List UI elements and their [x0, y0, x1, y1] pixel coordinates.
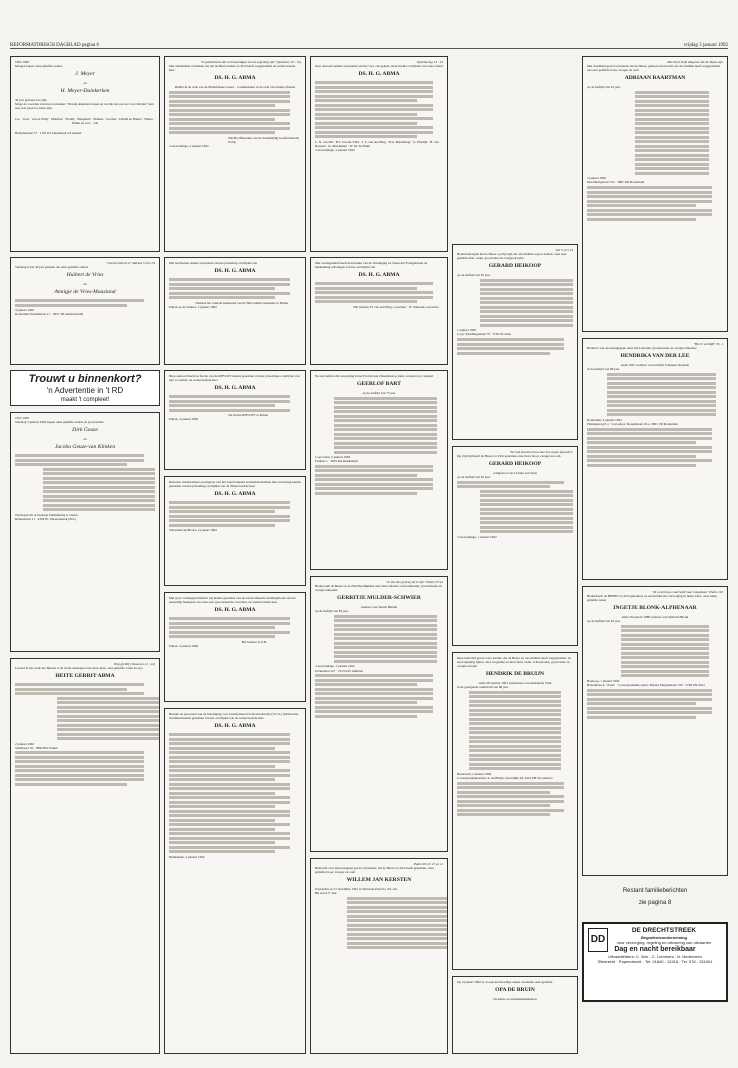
- trouw-promo: [10, 370, 160, 406]
- ad-blonk-alphenaar: [582, 586, 728, 876]
- ad-intro: Met leedwezen namen wij kennis van het plotseling overlijden van: [169, 261, 258, 265]
- ad-widow: sinds 28 oktober 1991 weduwnaar van Adrianette Vink: [478, 681, 552, 686]
- ad-quote: "Ik God zal allo trouw aan hun zegen afwenten": [509, 450, 573, 454]
- ad-quote: Psalm 90:13, 15 en 11: [413, 862, 443, 866]
- ad-van-der-lee: [582, 338, 728, 580]
- ad-age: op de leeftijd van 65 jaar.: [457, 475, 491, 480]
- ad-quote: "Je gedachtenis des rechtvaardigen zal tot zegening zijn" (Spreuken 10 : 7a): [200, 60, 301, 64]
- ad-name: DS. H. G. ABMA: [358, 272, 400, 279]
- ad-date: Schoonhoven/Hoorn, 2 januari 1992: [169, 528, 217, 533]
- ad-address: Corp. Schellingerlaan 79 · 3702 XI Zeist: [457, 332, 511, 337]
- ad-heite-abma: [10, 658, 160, 1054]
- ad-date: 's-Gravenhage, 2 januari 1992: [315, 147, 355, 152]
- ad-heikoop-1: [452, 244, 578, 440]
- ad-intro: Met verslagenheid heeft het bestuur van de Vereniging tot Steun der Evangelisatie de mededeling ontvangen van het overlijden van: [315, 261, 428, 270]
- ad-quote: Met dorst heeft diegenen die de Tijnes zijn: [667, 60, 723, 64]
- ad-years: 1962 1992: [15, 60, 30, 64]
- ad-heikoop-2: [452, 446, 578, 646]
- ad-name: DS. H. G. ABMA: [214, 607, 256, 614]
- ad-address: Ursulaland 127 · 1613 KW Alkmaar: [315, 668, 364, 673]
- ad-signed: Het Hoofdbestuur van de Staatkundig Gereformeerde Partij: [228, 135, 299, 144]
- ad-intro: Vandaag 3 januari 1992 hopen onze geliefde ouders en grootouders: [15, 420, 104, 425]
- ad-address: Rotterdam Vondelstraat 11 · 2951 TR Alblasserdam: [15, 312, 84, 317]
- ad-evangelisatie-abma: [310, 257, 448, 365]
- ad-intro: Diep ontroerd heeft de fractie van de RPF/GPV kennis genomen van het plotselinge overlijden van zijn voorzitter, de weleerwaarde heer: [169, 374, 300, 383]
- ad-date: 2 januari 1992: [587, 176, 607, 181]
- ad-role: Ridder in de orde van de Nederlandse Leeuw · Commandeur in de orde van Oranje-Nassau: [174, 85, 296, 90]
- ad-baartman: [582, 56, 728, 332]
- ad-name: DS. H. G. ABMA: [214, 75, 256, 82]
- ad-date: Ridderkerk, 2 januari 1992: [169, 854, 205, 859]
- ad-age: op de leeftijd van 83 jaar.: [315, 609, 349, 614]
- ad-intro: Morgen hopen onze geliefde ouders: [15, 64, 63, 69]
- ad-quote: "Ik u vertrouw, God heeft haar toegedaan" Psalm 116: [652, 590, 723, 594]
- ad-name: WILLEM JAN KERSTEN: [346, 877, 412, 884]
- ad-age: Hij werd 77 jaar.: [315, 891, 338, 896]
- ad-date: 's-Gravenhage, 2 januari 1992: [169, 144, 209, 149]
- ad-quote: "Je Zal den geheeg bij U zijn" Psalm 73:12: [385, 580, 443, 584]
- ad-name: HEITE GERRIT ABMA: [55, 673, 115, 680]
- ad-widow: sinds 29 januari 1988 weduwe van Sijbrand Blonk: [621, 615, 689, 620]
- ad-intro: Na een liefdevolle verzorging in het Provinciaal Ziekenhuis te Zeist overleed op 2 januari: [315, 374, 434, 378]
- ad-signed: De klein- en achterkleinkinderen: [493, 997, 537, 1002]
- ad-name-2: H. Meyer-Duinkerken: [60, 88, 110, 95]
- ad-jubilee: 30 jaar getrouwd te zijn.: [15, 98, 48, 103]
- ad-name-2: Jacoba Geuze-van Klinken: [54, 444, 116, 451]
- ad-intro: Vandaag is het 40 jaar geleden dat onze geliefde ouders: [15, 265, 89, 270]
- ad-date: Putten, 2 januari 1992: [169, 643, 199, 648]
- ad-wish: Moge de woorden van hun trouwtekst: "Draagt elkanders lasten en vervult alzo de wet van Christus" hun nog vele jaren tot steun zijn.: [15, 102, 154, 111]
- drechtstreek-owners: Uitvaartleiders: C. Wor - C. Lommers - N. Nederveen: [608, 954, 702, 959]
- ad-date: Overleden op 27 december 1991 te Silverton-Pretoria, Zd. Afr.: [315, 887, 398, 892]
- ad-date: Putten, 2 januari 1992: [169, 417, 199, 422]
- ad-intro: Met droefheid geven wij kennis dat de Heere, geheel onverwacht, uit ons midden heeft weggenomen ons zeer geliefde broer, zwager en oom: [587, 64, 720, 73]
- ad-name: GERARD HEIKOOP: [488, 263, 542, 270]
- ad-name: GEERLOF BART: [357, 381, 401, 388]
- ad-widow: sinds 1961 weduwe van Gottlieb Johannes Ornstein: [620, 363, 690, 368]
- ad-years: 1952 1992: [15, 416, 30, 420]
- ad-name: J. Meyer: [75, 71, 95, 78]
- ad-intro: Heden nam de Heere op in Zijn Heerlijkheid onze lieve moeder, schoonmoeder, grootmoeder en overgrootmoeder: [315, 584, 442, 593]
- ad-date: 's-Gravenhage, 1 januari 1992: [457, 534, 497, 539]
- ad-putten-abma: [164, 257, 306, 365]
- ad-and: en: [83, 437, 87, 442]
- ad-signed: Namens het centraal kerkeraad van de Hervormde Gemeente te Putten: [195, 300, 289, 305]
- ad-name: Dirk Geuze: [72, 427, 98, 434]
- ad-intro: Redactie, medewerkers en uitgever van het Gereformeerd Gezinsblad hebben met ontroering kennis genomen van het plotseling overlijden van de Weleerwaarde heer: [169, 480, 301, 489]
- ad-name-2: Annigje de Vries-Maasland: [54, 289, 116, 296]
- ad-name: DS. H. G. ABMA: [214, 491, 256, 498]
- drechtstreek-ad: [582, 922, 728, 1002]
- ad-de-vries: [10, 257, 160, 365]
- ad-intro: Diep bedroefd geven wij u kennis, dat de Heere tot ons midden heeft weggenomen, na een langdurig lijden, onze zorgzame en lieve man, vader, schoonvader, grootvader en overgrootvader: [457, 656, 571, 669]
- ad-rpf-abma: [164, 370, 306, 470]
- header-left: REFORMATORISCH DAGBLAD pagina 6: [10, 43, 99, 48]
- ad-date: Coevorden, 5 januari 1992: [315, 455, 351, 460]
- ad-address: Bosuinlaan 4, "Zeist" · Correspondentie-adres: Prinses Margrietlaan 195 · 2708 ZN Zeist: [587, 683, 705, 688]
- ad-meyer: [10, 56, 160, 252]
- ad-name: Huibert de Vries: [66, 272, 104, 279]
- ad-name: HENDRIKA VAN DER LEE: [620, 353, 690, 360]
- ad-intro: Levend in het werk des Heeren is de vrede ontslapen onze lieve man, onze geliefde vader en opa: [15, 666, 143, 671]
- ad-date: Rotterdam, 2 januari 1992: [587, 417, 622, 422]
- ad-intro: Met groot verlangend hebben wij kennis genomen van de Gereformeerde Zendingsbond van het plotseling heengaan van onze zeer gewaardeerde voorzitter, de weleerwaarde heer: [169, 596, 296, 605]
- ad-address: Veldhoeve 32 · 3882 BW Putten: [15, 745, 58, 750]
- ad-de-bruijn: [452, 652, 578, 970]
- ad-age: op de leeftijd van 75 jaar: [362, 391, 396, 396]
- ad-and: en: [83, 81, 87, 86]
- ad-mulder-schwier: [310, 576, 448, 852]
- ad-opa-de-bruin: [452, 976, 578, 1054]
- ad-address: Heleniusbaan 37 · 1191 KT Ouderkerk a/d Amstel: [15, 130, 82, 135]
- trouw-line-3: maakt 't compleet!: [60, 397, 110, 403]
- page-header: [10, 36, 728, 49]
- ad-date: Barneveld, 2 januari 1992: [457, 771, 492, 776]
- ad-intro: Op 2 januari 1992 is, na een kortstondige ziekte overleden onze geliefde: [457, 980, 553, 984]
- ad-signed: Het bestuur G.Z.B.: [241, 639, 267, 644]
- ad-address: Ruitenstraat 11 · 4356 EC Nieuwerkerk (Zld.): [15, 516, 76, 521]
- ad-intro: Bedroefd over zijn heengaan geven wij kennis, dat de Heere tot Zich heeft genomen, onze geliefde broer, zwager en oom: [315, 866, 434, 875]
- ad-name: HENDRIK DE BRUIJN: [485, 671, 545, 678]
- ad-widow: echtgenoot van Clasina van Veen: [493, 471, 537, 476]
- trouw-line-1: Trouwt u binnenkort?: [28, 373, 142, 385]
- ad-date: 1 januari 1992: [457, 328, 477, 333]
- ad-age: op de leeftijd van 65 jaar.: [457, 273, 491, 278]
- ad-intro: Op Zijn tijd heeft de Heere tot Zich genomen onze lieve broer, zwager en oom: [457, 454, 561, 459]
- trouw-line-2: 'n Advertentie in 't RD: [46, 386, 124, 395]
- ad-address: Plantageweg 6 a · Corr.adres: Rosemalaan 18-a, 3061 VR Rotterdam: [587, 421, 678, 426]
- ad-name: DS. H. G. ABMA: [214, 385, 256, 392]
- ad-name: GERRITJE MULDER-SCHWIER: [337, 595, 421, 602]
- ad-name: ADRIAAN BAARTMAN: [624, 75, 686, 82]
- ad-intro: Heden heeft de HEERE tot Zich genomen, na een liefdevolle verzorging in huize Zeist, onze innig geliefde zuster: [587, 594, 717, 603]
- ad-age: op de leeftijd van 92 jaar.: [587, 619, 621, 624]
- ad-and: en: [83, 282, 87, 287]
- ad-intro: Heden behaagde het de Heere op Zijn tijd, uit ons midden weg te nemen, onze zeer geliefde man, vader, grootvader en overgrootvader: [457, 252, 567, 261]
- ad-address: Correspondentieadres: A. de Bruijn, Noorddijk 26, 4225 PH Noordeloos: [457, 776, 553, 781]
- drechtstreek-title: DE DRECHTSTREEK: [631, 927, 697, 934]
- ad-date: 2 januari 1992: [15, 741, 35, 746]
- ad-address: Den Hertigstraat 72a · 3081 KD Rotterdam: [587, 180, 645, 185]
- ad-geuze: [10, 412, 160, 652]
- ad-date: 's-Gravenhage, 2 januari 1992: [315, 664, 355, 669]
- ad-name: DS. H. G. ABMA: [214, 268, 256, 275]
- ad-signed: De fractie RPF/GPV te Putten: [228, 413, 269, 418]
- ad-gezinsblad-abma: [164, 476, 306, 586]
- ad-children: Lia · Joost · Jan en Willy · Matthias · Freddy · Benjamin · Nelleke · Jacobus · Daniël en Hanna · Simon · Esther en Jaco · Job: [15, 116, 155, 125]
- ad-quote: Volg gij Mij (Johannes 21 : 22): [113, 662, 155, 666]
- ad-name: OPA DE BRUIN: [495, 987, 535, 994]
- drechtstreek-sub1: Begrafenisonderneming: [640, 935, 687, 940]
- ad-quote: "Geloof allereerst" Markus 5 vers 34: [106, 261, 155, 265]
- ad-geerlof-bart: [310, 370, 448, 570]
- ad-intro: Zeer ontroerd namen wij kennis van het voor ons geheel onverwachts overlijden van onze vriend: [315, 64, 443, 69]
- ad-intro: Heden is van ons heengegaan onze lieve moeder, grootmoeder en overgrootmoeder: [587, 346, 697, 351]
- ad-name: INGETJE BLONK-ALPHENAAR: [613, 605, 697, 612]
- ad-quote: "Het U verblijft" Ps. 1: [693, 342, 723, 346]
- ad-signed: Het bestuur, H. van den Berg, voorzitter · D. Verkaaik, secretaris: [353, 304, 439, 309]
- ad-kersten: [310, 858, 448, 1054]
- ad-intro: Bestuur en personeel van de Vereniging voor Gereformeerd Schoolonderwijs (V.G.S.) hebben met droefheid kennis genomen van het overlijden van de weleerwaarde heer: [169, 712, 299, 721]
- drechtstreek-logo: DD: [588, 928, 608, 952]
- ad-signed: C. N. van Dis · B.J. van der Vlies · J. T. van den Berg · H.G. Barendregt · G. Holdijk · H. van Rossum · K. Mesdeman · W. M. de Bruin: [315, 139, 439, 148]
- ad-age: op de leeftijd van 81 jaar.: [587, 85, 621, 90]
- ad-age: in de leeftijd van 86 jaar.: [587, 367, 620, 372]
- ad-widow: weduwe van Teunis Mulder: [360, 605, 398, 610]
- ad-date: 3 januari 1992: [15, 308, 35, 313]
- ad-name: GERARD HEIKOOP: [488, 461, 542, 468]
- restant-title: Restant familieberichten: [622, 888, 688, 894]
- ad-jubilee: Wij hopen dit in besloten familiekring te vieren.: [15, 512, 79, 517]
- ad-name: DS. H. G. ABMA: [214, 723, 256, 730]
- ad-friends-abma: [310, 56, 448, 252]
- ad-intro: Met ontsteltenis vernamen wij dat de Heere heden tot Zich heeft weggenomen de weleerwaarde heer: [169, 64, 296, 73]
- ad-date: Boskoop, 1 januari 1992: [587, 678, 620, 683]
- ad-address: Postbus 1 · 2601 RA Ridderkerk: [315, 459, 358, 464]
- restant-notice: [582, 885, 728, 917]
- ad-name: DS. H. G. ABMA: [358, 71, 400, 78]
- drechtstreek-sub2: voor verzorging, regeling en uitvoering van uitvaarten: [616, 940, 712, 945]
- drechtstreek-tel: Sliedrecht · Papendrecht · Tel. 01840 - 12418 · Tel. 078 - 151941: [597, 959, 713, 964]
- ad-date: Putten op de Veluwe, 2 januari 1992: [169, 304, 217, 309]
- ad-quote: Job 5 vers 19: [555, 248, 573, 252]
- drechtstreek-available: Dag en nacht bereikbaar: [614, 946, 696, 953]
- ad-sgp-abma: [164, 56, 306, 252]
- ad-vgs-abma: [164, 708, 306, 1054]
- ad-gzb-abma: [164, 592, 306, 702]
- ad-age: in de gezegende ouderdom van 86 jaar.: [457, 685, 509, 690]
- header-right: vrijdag 3 januari 1992: [683, 43, 728, 48]
- restant-page-ref: zie pagina 8: [638, 900, 672, 906]
- ad-quote: Openbaring 14 : 13: [416, 60, 443, 64]
